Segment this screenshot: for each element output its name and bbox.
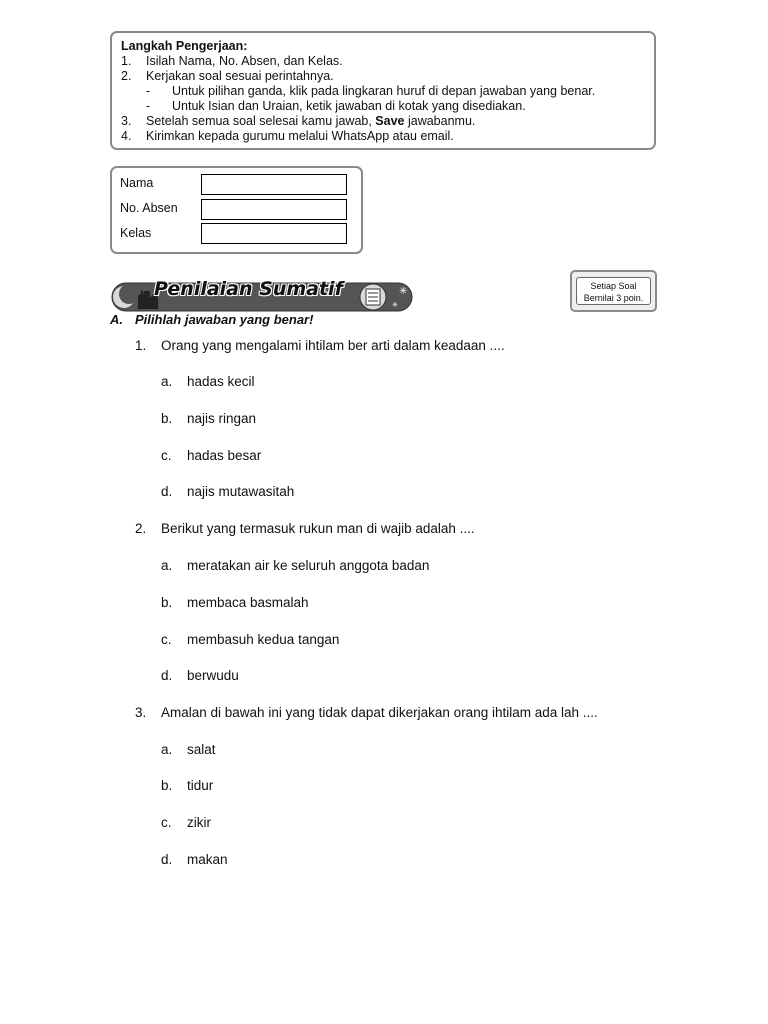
option-label[interactable]: c. bbox=[161, 632, 172, 647]
instruction-step: 3. Setelah semua soal selesai kamu jawab, Save jawabanmu. bbox=[121, 114, 476, 128]
name-label: Nama bbox=[120, 176, 154, 190]
option-label[interactable]: c. bbox=[161, 448, 172, 463]
instruction-step: 4. Kirimkan kepada gurumu melalui WhatsApp atau email. bbox=[121, 129, 454, 143]
points-note-inner bbox=[576, 277, 651, 305]
instruction-substep: - Untuk Isian dan Uraian, ketik jawaban di kotak yang disediakan. bbox=[146, 99, 526, 113]
assessment-banner bbox=[110, 278, 414, 313]
option-text: meratakan air ke seluruh anggota badan bbox=[187, 558, 430, 573]
option-text: berwudu bbox=[187, 668, 239, 683]
option-label[interactable]: d. bbox=[161, 852, 173, 867]
question-number: 3. bbox=[135, 705, 147, 720]
option-text: hadas besar bbox=[187, 448, 262, 463]
option-label[interactable]: b. bbox=[161, 411, 173, 426]
option-label[interactable]: a. bbox=[161, 558, 173, 573]
absen-label: No. Absen bbox=[120, 201, 178, 215]
option-text: makan bbox=[187, 852, 228, 867]
option-label[interactable]: d. bbox=[161, 484, 173, 499]
banner-title: Penilaian Sumatif bbox=[154, 278, 343, 300]
name-field[interactable] bbox=[201, 174, 347, 195]
option-text: membaca basmalah bbox=[187, 595, 309, 610]
option-text: membasuh kedua tangan bbox=[187, 632, 340, 647]
question-text: Berikut yang termasuk rukun man di wajib adalah .... bbox=[161, 521, 475, 536]
instructions-title: Langkah Pengerjaan: bbox=[121, 39, 248, 53]
points-line-2: Bernilai 3 poin. bbox=[583, 293, 644, 303]
question-text: Amalan di bawah ini yang tidak dapat dikerjakan orang ihtilam ada lah .... bbox=[161, 705, 598, 720]
option-label[interactable]: b. bbox=[161, 778, 173, 793]
question-text: Orang yang mengalami ihtilam ber arti dalam keadaan .... bbox=[161, 338, 505, 353]
option-label[interactable]: d. bbox=[161, 668, 173, 683]
svg-text:✳: ✳ bbox=[399, 286, 408, 297]
option-text: hadas kecil bbox=[187, 374, 255, 389]
save-emphasis: Save bbox=[375, 114, 405, 128]
points-line-1: Setiap Soal bbox=[590, 281, 637, 291]
option-text: tidur bbox=[187, 778, 214, 793]
option-label[interactable]: b. bbox=[161, 595, 173, 610]
points-note bbox=[570, 270, 657, 312]
instruction-step: 1. Isilah Nama, No. Absen, dan Kelas. bbox=[121, 54, 343, 68]
question-number: 2. bbox=[135, 521, 147, 536]
absen-field[interactable] bbox=[201, 199, 347, 220]
option-text: najis ringan bbox=[187, 411, 257, 426]
kelas-field[interactable] bbox=[201, 223, 347, 244]
svg-text:✳: ✳ bbox=[392, 301, 398, 309]
instruction-step: 2. Kerjakan soal sesuai perintahnya. bbox=[121, 69, 334, 83]
option-label[interactable]: a. bbox=[161, 742, 173, 757]
option-text: zikir bbox=[187, 815, 211, 830]
question-number: 1. bbox=[135, 338, 147, 353]
option-label[interactable]: a. bbox=[161, 374, 173, 389]
instruction-substep: - Untuk pilihan ganda, klik pada lingkaran huruf di depan jawaban yang benar. bbox=[146, 84, 596, 98]
kelas-label: Kelas bbox=[120, 226, 152, 240]
option-text: salat bbox=[187, 742, 216, 757]
option-label[interactable]: c. bbox=[161, 815, 172, 830]
section-heading: A. Pilihlah jawaban yang benar! bbox=[110, 312, 314, 327]
option-text: najis mutawasitah bbox=[187, 484, 295, 499]
